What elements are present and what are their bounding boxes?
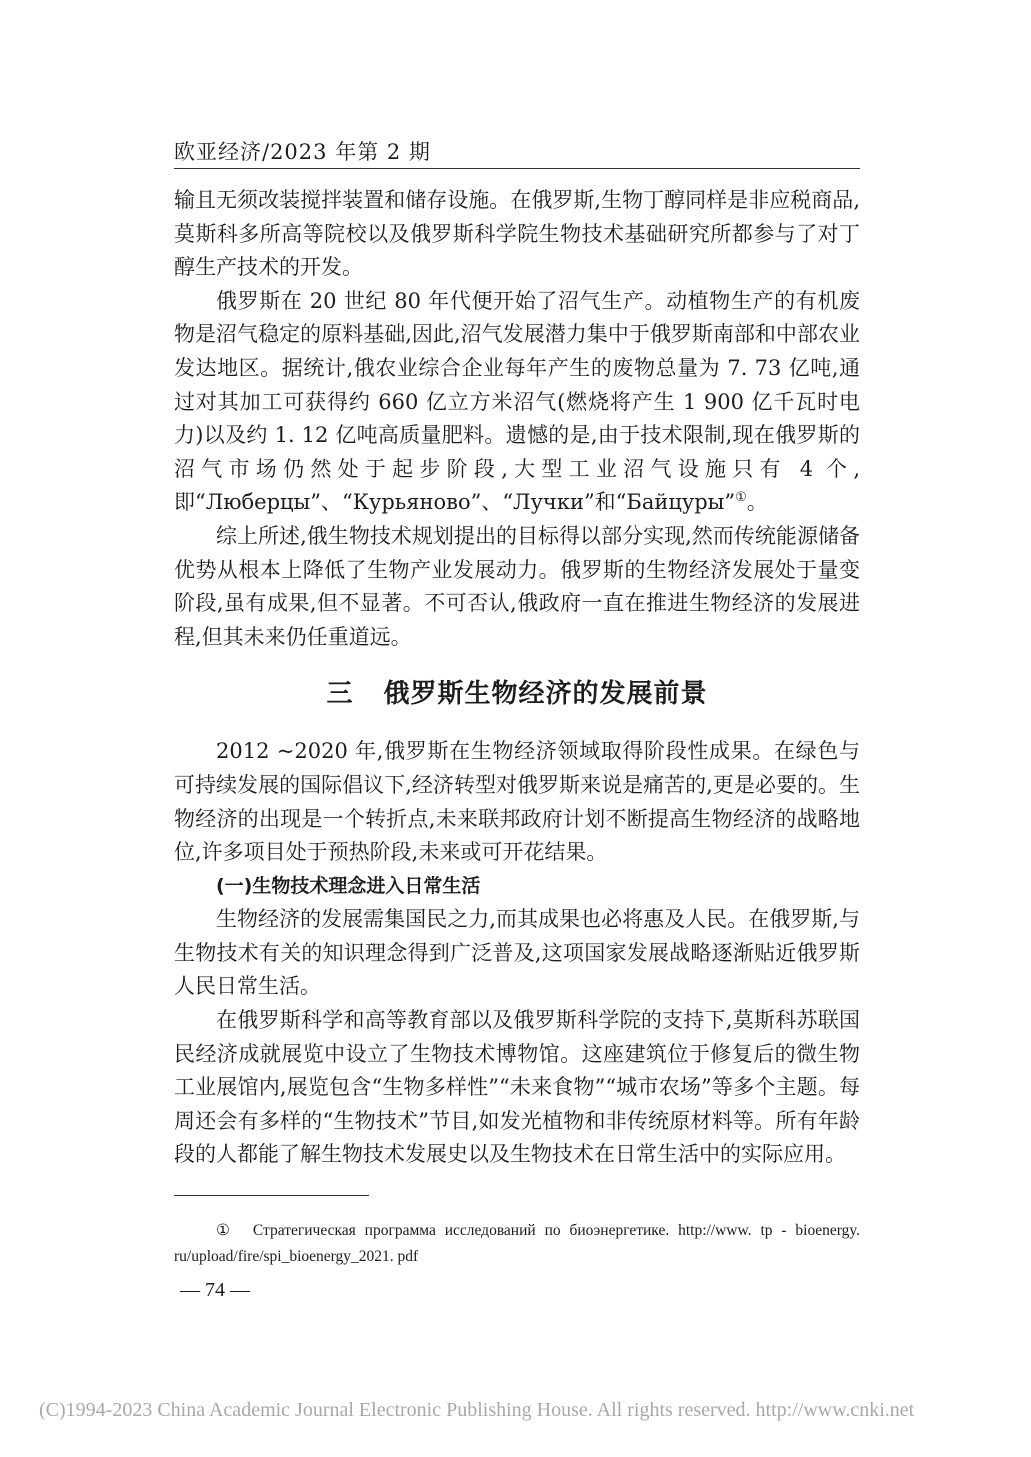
footnote-divider bbox=[174, 1195, 369, 1196]
paragraph-prospects-intro: 2012 ~2020 年,俄罗斯在生物经济领域取得阶段性成果。在绿色与可持续发展的国际倡议下,经济转型对俄罗斯来说是痛苦的,更是必要的。生物经济的出现是一个转折点,未来联邦政府计划不断提高生物经济的战略地位,许多项目处于预热阶段,未来或可开花结果。 bbox=[174, 739, 860, 865]
footnote-text[interactable]: Стратегическая программа исследований по биоэнергетике. http://www. tp - bioenergy. ru/upload/fire/spi_bioenergy_2021. pdf bbox=[174, 1222, 860, 1265]
paragraph-biogas-end: 。 bbox=[746, 490, 768, 515]
paragraph-butanol-continued: 输且无须改装搅拌装置和储存设施。在俄罗斯,生物丁醇同样是非应税商品,莫斯科多所高等院校以及俄罗斯科学院生物技术基础研究所都参与了对丁醇生产技术的开发。 bbox=[174, 188, 860, 280]
copyright-watermark: (C)1994-2023 China Academic Journal Electronic Publishing House. All rights reserved. http://www.cnki.net bbox=[39, 1399, 915, 1421]
page-number: — 74 — bbox=[180, 1279, 250, 1301]
running-header: 欧亚经济/2023 年第 2 期 bbox=[174, 140, 431, 164]
article-body bbox=[174, 184, 860, 1172]
footnote-marker: ① bbox=[216, 1222, 235, 1239]
paragraph-public-awareness: 生物经济的发展需集国民之力,而其成果也必将惠及人民。在俄罗斯,与生物技术有关的知识理念得到广泛普及,这项国家发展战略逐渐贴近俄罗斯人民日常生活。 bbox=[174, 907, 860, 999]
paragraph-summary: 综上所述,俄生物技术规划提出的目标得以部分实现,然而传统能源储备优势从根本上降低了生物产业发展动力。俄罗斯的生物经济发展处于量变阶段,虽有成果,但不显著。不可否认,俄政府一直在推进生物经济的发展进程,但其未来仍任重道远。 bbox=[174, 523, 860, 649]
paragraph-biotech-museum: 在俄罗斯科学和高等教育部以及俄罗斯科学院的支持下,莫斯科苏联国民经济成就展览中设立了生物技术博物馆。这座建筑位于修复后的微生物工业展馆内,展览包含“生物多样性”“未来食物”“城市农场”等多个主题。每周还会有多样的“生物技术”节目,如发光植物和非传统原材料等。所有年龄段的人都能了解生物技术发展史以及生物技术在日常生活中的实际应用。 bbox=[174, 1008, 860, 1167]
paragraph-biogas bbox=[174, 285, 860, 520]
subsection-heading: (一)生物技术理念进入日常生活 bbox=[216, 874, 481, 897]
section-heading bbox=[174, 674, 860, 714]
section-title: 俄罗斯生物经济的发展前景 bbox=[383, 679, 708, 710]
section-number: 三 bbox=[326, 679, 354, 710]
footnote bbox=[174, 1218, 860, 1270]
header-divider bbox=[174, 168, 860, 169]
paragraph-biogas-text: 俄罗斯在 20 世纪 80 年代便开始了沼气生产。动植物生产的有机废物是沼气稳定的原料基础,因此,沼气发展潜力集中于俄罗斯南部和中部农业发达地区。据统计,俄农业综合企业每年产生的废物总量为 7. 73 亿吨,通过对其加工可获得约 660 亿立方米沼气(燃烧将产生 1 900 亿千瓦时电力)以及约 1. 12 亿吨高质量肥料。遗憾的是,由于技术限制,现在俄罗斯的沼气市场仍然处于起步阶段,大型工业沼气设施只有 4 个,即“Люберцы”、“Курьяново”、“Лучки”和“Байцуры” bbox=[174, 288, 860, 515]
footnote-reference[interactable]: ① bbox=[735, 490, 747, 506]
